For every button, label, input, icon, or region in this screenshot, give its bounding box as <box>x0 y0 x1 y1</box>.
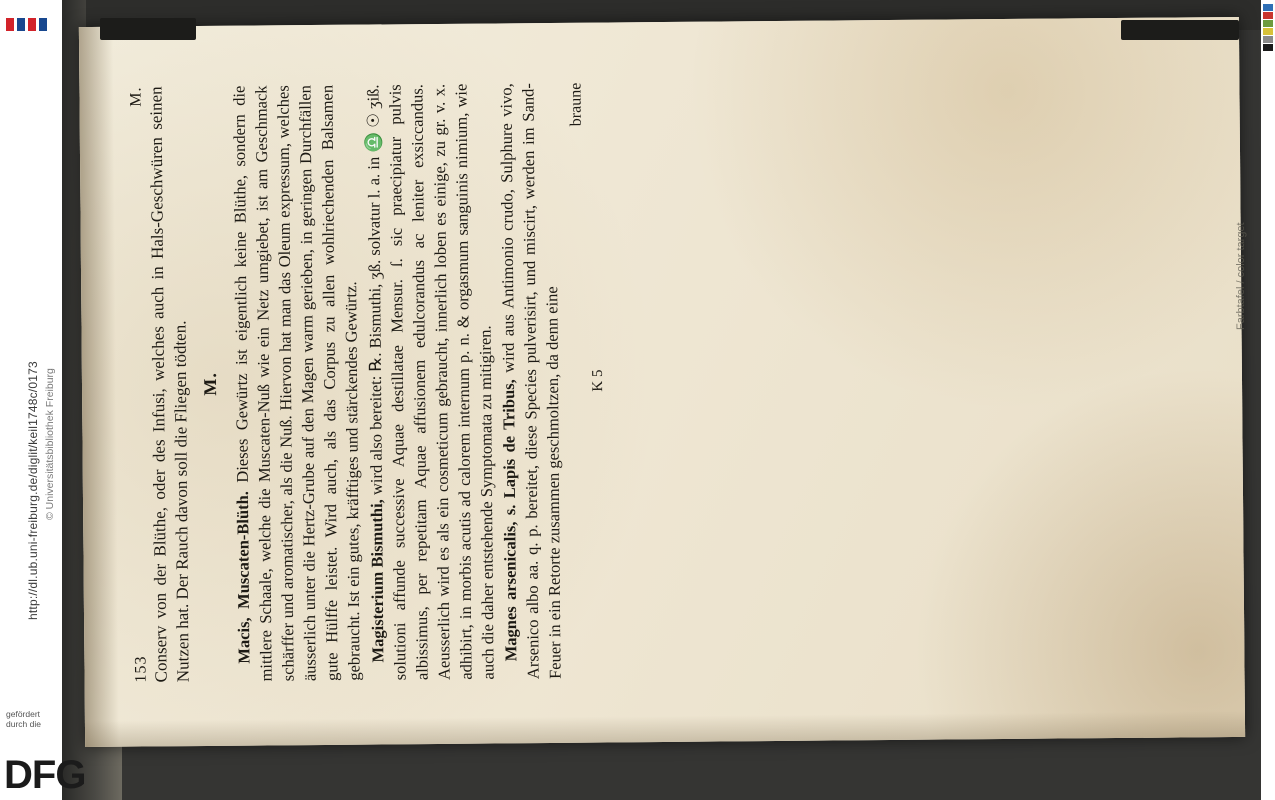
metadata-strip-left <box>0 0 86 800</box>
color-swatch <box>1263 44 1273 51</box>
signature-mark: K 5 <box>590 369 607 392</box>
color-swatch <box>1263 20 1273 27</box>
entry-headword: Magnes arsenicalis, s. Lapis de Tribus, <box>499 379 521 662</box>
section-letter-header: M. <box>127 86 145 107</box>
page-number: 153 <box>132 655 150 683</box>
color-swatch <box>1263 28 1273 35</box>
entry-paragraph <box>362 83 499 680</box>
entry-paragraph <box>496 83 567 680</box>
library-credit-label: © Universitätsbibliothek Freiburg <box>44 368 56 520</box>
rotated-text-container <box>79 17 1245 747</box>
catchword: braune <box>567 82 586 127</box>
color-swatch <box>1263 36 1273 43</box>
page-clamp-right <box>1121 20 1239 40</box>
funder-block <box>2 706 86 800</box>
text-column <box>79 17 1245 747</box>
entry-text: wird also bereitet: ℞. Bismuthi, ʒß. solvatur l. a. in ♎ ☉ ʒiß. solutioni affunde successive Aquae destillatae Mensur. ſ. sic praecipiatur pulvis albissimus, per repetitam Aquae affusionem edulcorandus ac leniter exsiccandus. Aeusserlich wird es als ein cosmeticum gebraucht, innerlich loben es einige, zu gr. v. x. adhibirt, in morbis acutis ad calorem internum p. n. & orgasmum sanguinis nimium, wie auch die daher entstehende Symptomata zu mitigiren. <box>363 83 498 681</box>
color-target-strip <box>1261 0 1275 800</box>
entry-headword: Macis, Muscaten-Blüth. <box>233 491 254 664</box>
entry-headword: Magisterium Bismuthi, <box>366 499 388 663</box>
entry-text: Dieses Gewürtz ist eigentlich keine Blüthe, sondern die mittlere Schaale, welche die Muscaten-Nuß wie ein Netz umgiebet, ist am Geschmack schärffer und aromatischer, als die Nuß. Hiervon hat man das Oleum expressum, welches äusserlich unter die Hertz-Grube auf den Magen warm gerieben, in geringen Durchfällen gute Hülffe leistet. Wird auch, als das Corpus zu allen wohlriechenden Balsamen gebraucht. Ist ein gutes, kräfftiges und stärckendes Gewürtz. <box>229 84 364 682</box>
funding-note-label: gefördert durch die <box>6 709 41 729</box>
color-swatch <box>1263 4 1273 11</box>
color-target-caption-wrap <box>1231 0 1261 340</box>
entry-text: wird aus Antimonio crudo, Sulphure vivo, Arsenico albo aa. q. p. bereitet, diese Species pulverisirt, und miscirt, werden im Sand-Feuer in ein Retorte zusammen geschmoltzen, da denn eine <box>496 83 565 680</box>
page-clamp-left <box>100 18 196 40</box>
section-heading: M. <box>200 372 221 396</box>
dfg-logo: DFG <box>4 753 86 797</box>
color-swatch <box>1263 12 1273 19</box>
source-url-label: http://dl.ub.uni-freiburg.de/diglit/keil1748c/0173 <box>26 361 40 620</box>
book-page <box>79 17 1245 747</box>
color-target-caption: Farbtafel / color target <box>1235 222 1247 330</box>
entry-paragraph <box>229 85 366 682</box>
color-marks-icon <box>6 18 48 32</box>
running-header-text: Conserv von der Blüthe, oder des Infusi, welches auch in Hals-Geschwüren seinen Nutzen hat. Der Rauch davon soll die Fliegen tödten. <box>146 86 193 683</box>
